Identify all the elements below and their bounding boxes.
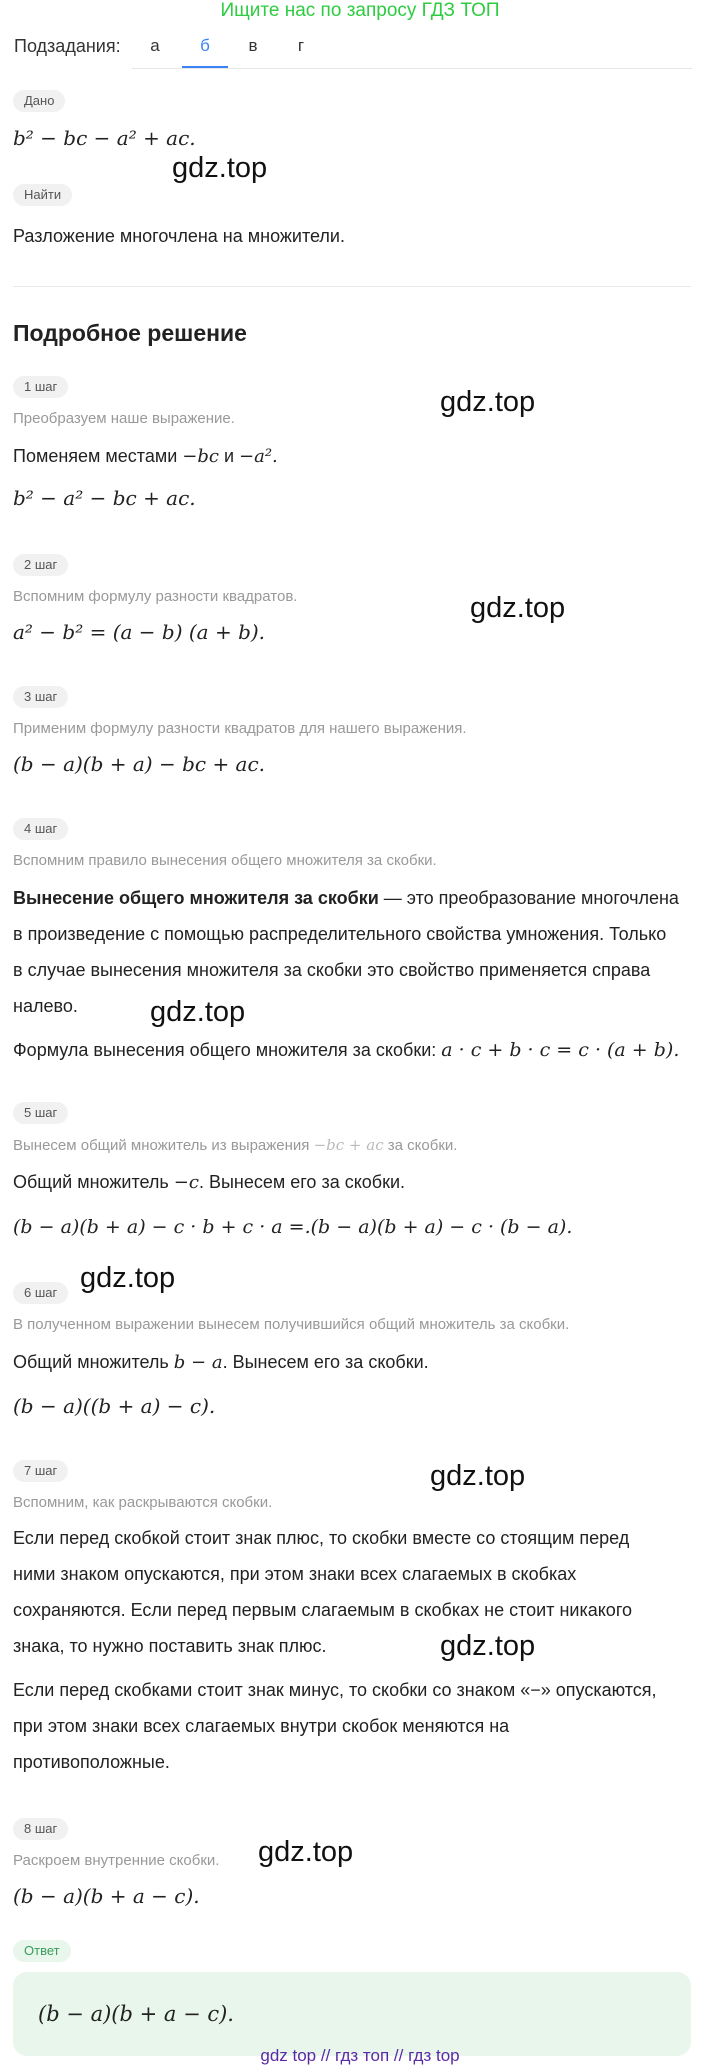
step-5-tag: 5 шаг	[13, 1102, 68, 1124]
watermark: gdz.top	[440, 1630, 536, 1662]
find-tag: Найти	[13, 184, 72, 206]
step-6-tag: 6 шаг	[13, 1282, 68, 1304]
watermark: gdz.top	[172, 152, 268, 184]
solution-title: Подробное решение	[13, 320, 247, 346]
step-4-bold-term: Вынесение общего множителя за скобки	[13, 888, 379, 908]
step-1-formula: b² − a² − bc + ac.	[13, 486, 196, 510]
step-5-line-prefix: Общий множитель	[13, 1172, 174, 1192]
step-4-para-line4: налево.	[13, 996, 78, 1016]
step-2-hint: Вспомним формулу разности квадратов.	[13, 588, 298, 605]
step-1-math-1: −bc	[182, 446, 219, 467]
step-4-formula-math: a · c + b · c = c · (a + b).	[441, 1039, 680, 1061]
step-5-formula: (b − a)(b + a) − c · b + c · a =.(b − a)(b + a) − c · (b − a).	[13, 1216, 573, 1238]
step-7-paragraph-1	[13, 1520, 693, 1664]
step-1-line-prefix: Поменяем местами	[13, 446, 183, 466]
step-1-tag: 1 шаг	[13, 376, 68, 398]
step-5-hint-suffix: за скобки.	[383, 1137, 458, 1154]
step-8-hint: Раскроем внутренние скобки.	[13, 1852, 220, 1869]
step-3-tag: 3 шаг	[13, 686, 68, 708]
step-7-p2-line2: при этом знаки всех слагаемых внутри скобок меняются на	[13, 1716, 510, 1736]
step-7-p2-line1: Если перед скобками стоит знак минус, то скобки со знаком «−» опускаются,	[13, 1680, 657, 1700]
section-divider	[13, 286, 691, 287]
footer-separator: //	[320, 2046, 331, 2065]
step-7-p1-line1: Если перед скобкой стоит знак плюс, то скобки вместе со стоящим перед	[13, 1528, 630, 1548]
step-7-tag: 7 шаг	[13, 1460, 68, 1482]
answer-tag: Ответ	[13, 1940, 71, 1962]
watermark: gdz.top	[150, 996, 246, 1028]
step-7-paragraph-2	[13, 1672, 693, 1780]
step-6-hint: В полученном выражении вынесем получившийся общий множитель за скобки.	[13, 1316, 570, 1333]
step-1-line	[13, 438, 693, 475]
step-4-formula-line	[13, 1032, 693, 1068]
step-4-hint: Вспомним правило вынесения общего множителя за скобки.	[13, 852, 437, 869]
footer-separator: //	[393, 2046, 404, 2065]
step-8-tag: 8 шаг	[13, 1818, 68, 1840]
step-4-paragraph	[13, 880, 693, 1024]
footer-links	[0, 2046, 720, 2066]
step-8-formula: (b − a)(b + a − c).	[13, 1884, 200, 1908]
step-5-hint-math: −bc + ac	[313, 1136, 384, 1154]
step-5-line-math: −c	[173, 1172, 199, 1193]
step-6-line-prefix: Общий множитель	[13, 1352, 174, 1372]
watermark: gdz.top	[430, 1460, 526, 1492]
step-1-hint: Преобразуем наше выражение.	[13, 410, 235, 427]
footer-link-1[interactable]: gdz top	[260, 2046, 317, 2065]
active-tab-indicator	[182, 66, 228, 68]
footer-link-2[interactable]: гдз топ	[335, 2046, 390, 2065]
step-6-line-suffix: . Вынесем его за скобки.	[222, 1352, 429, 1372]
given-formula: b² − bc − a² + ac.	[13, 126, 196, 150]
step-2-formula: a² − b² = (a − b) (a + b).	[13, 620, 266, 644]
step-7-p2-line3: противоположные.	[13, 1752, 170, 1772]
footer-link-3[interactable]: гдз top	[408, 2046, 460, 2065]
step-2-tag: 2 шаг	[13, 554, 68, 576]
watermark: gdz.top	[470, 592, 566, 624]
step-7-p1-line2: ними знаком опускаются, при этом знаки всех слагаемых в скобках	[13, 1564, 577, 1584]
subtasks-label: Подзадания:	[14, 36, 121, 56]
tabs-divider	[132, 68, 692, 69]
watermark: gdz.top	[80, 1262, 176, 1294]
step-3-formula: (b − a)(b + a) − bc + ac.	[13, 752, 266, 776]
step-5-line	[13, 1164, 693, 1201]
subtask-tab-b[interactable]: б	[200, 36, 210, 55]
step-1-math-2: −a².	[239, 446, 278, 467]
step-7-hint: Вспомним, как раскрываются скобки.	[13, 1494, 273, 1511]
subtask-tab-v[interactable]: в	[248, 36, 258, 55]
answer-formula: (b − a)(b + a − c).	[38, 2002, 234, 2026]
step-7-p1-line4: знака, то нужно поставить знак плюс.	[13, 1636, 327, 1656]
watermark: gdz.top	[258, 1836, 354, 1868]
step-4-tag: 4 шаг	[13, 818, 68, 840]
step-7-p1-line3: сохраняются. Если перед первым слагаемым в скобках не стоит никакого	[13, 1600, 632, 1620]
step-5-line-suffix: . Вынесем его за скобки.	[198, 1172, 406, 1192]
step-5-hint-prefix: Вынесем общий множитель из выражения	[13, 1137, 314, 1154]
step-6-formula: (b − a)((b + a) − c).	[13, 1394, 216, 1418]
watermark: gdz.top	[440, 386, 536, 418]
subtask-tab-a[interactable]: а	[150, 36, 160, 55]
step-4-para-line2: в произведение с помощью распределительного свойства умножения. Только	[13, 924, 667, 944]
step-5-hint	[13, 1136, 703, 1154]
find-text: Разложение многочлена на множители.	[13, 226, 345, 246]
step-6-line-math: b − a	[173, 1352, 223, 1373]
step-4-para-line1: — это преобразование многочлена	[378, 888, 679, 908]
step-1-line-mid: и	[218, 446, 240, 466]
step-3-hint: Применим формулу разности квадратов для нашего выражения.	[13, 720, 467, 737]
subtask-tab-g[interactable]: г	[297, 36, 305, 55]
given-tag: Дано	[13, 90, 65, 112]
search-banner: Ищите нас по запросу ГДЗ ТОП	[220, 0, 500, 21]
step-6-line	[13, 1344, 693, 1381]
step-4-formula-prefix: Формула вынесения общего множителя за скобки:	[13, 1040, 442, 1060]
step-4-para-line3: в случае вынесения множителя за скобки это свойство применяется справа	[13, 960, 651, 980]
